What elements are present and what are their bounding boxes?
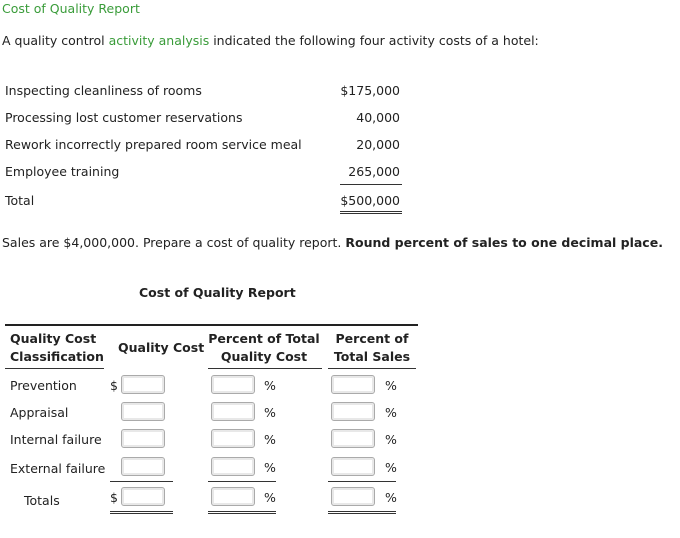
header-underline [5, 368, 104, 369]
total-double-line [340, 211, 402, 212]
header-classification-line1: Quality Cost [10, 331, 97, 346]
page-title: Cost of Quality Report [2, 1, 140, 16]
subtotal-underline [328, 481, 396, 482]
percent-sign: % [385, 405, 397, 420]
header-pct-quality-cost [208, 330, 320, 366]
percent-sign: % [385, 432, 397, 447]
percent-sign: % [264, 490, 276, 505]
totals-cost-input[interactable] [121, 487, 165, 506]
subtotal-line [340, 184, 402, 185]
header-quality-cost: Quality Cost [118, 340, 205, 355]
total-double-underline [328, 513, 396, 514]
appraisal-cost-input[interactable] [121, 402, 165, 421]
report-header-top-rule [5, 324, 418, 326]
totals-pct-quality-input[interactable] [211, 487, 255, 506]
appraisal-pct-quality-input[interactable] [211, 402, 255, 421]
header-pct-quality-line2: Quality Cost [220, 349, 308, 364]
percent-sign: % [264, 405, 276, 420]
header-classification-line2: Classification [10, 349, 104, 364]
activity-total-row [0, 186, 404, 213]
instructions [2, 235, 663, 250]
activity-label: Inspecting cleanliness of rooms [5, 83, 202, 98]
internal-failure-cost-input[interactable] [121, 429, 165, 448]
external-failure-pct-sales-input[interactable] [331, 457, 375, 476]
total-double-underline [110, 511, 173, 512]
instructions-text: Sales are $4,000,000. Prepare a cost of quality report. [2, 235, 346, 250]
activity-total-amount: $500,000 [340, 193, 400, 208]
total-double-underline [110, 513, 173, 514]
percent-sign: % [264, 378, 276, 393]
internal-failure-pct-sales-input[interactable] [331, 429, 375, 448]
percent-sign: % [385, 378, 397, 393]
activity-amount: $175,000 [340, 83, 400, 98]
header-underline [328, 368, 416, 369]
header-pct-sales-line2: Total Sales [333, 349, 411, 364]
header-classification [10, 330, 104, 366]
activity-row [0, 103, 404, 130]
internal-failure-pct-quality-input[interactable] [211, 429, 255, 448]
external-failure-cost-input[interactable] [121, 457, 165, 476]
totals-pct-sales-input[interactable] [331, 487, 375, 506]
report-title: Cost of Quality Report [139, 285, 296, 300]
intro-after: indicated the following four activity costs of a hotel: [209, 33, 539, 48]
instructions-bold: Round percent of sales to one decimal place. [345, 235, 663, 250]
dollar-sign: $ [110, 378, 118, 393]
subtotal-underline [110, 481, 173, 482]
prevention-cost-input[interactable] [121, 375, 165, 394]
percent-sign: % [264, 460, 276, 475]
header-pct-sales [328, 330, 416, 366]
dollar-sign: $ [110, 490, 118, 505]
activity-row [0, 157, 404, 184]
activity-label: Employee training [5, 164, 120, 179]
activity-amount: 265,000 [348, 164, 400, 179]
activity-row [0, 76, 404, 103]
appraisal-pct-sales-input[interactable] [331, 402, 375, 421]
subtotal-underline [208, 481, 276, 482]
row-label-appraisal: Appraisal [10, 405, 69, 420]
activity-analysis-link[interactable]: activity analysis [108, 33, 210, 48]
total-double-underline [208, 511, 276, 512]
intro-text [2, 33, 539, 48]
activity-amount: 40,000 [356, 110, 400, 125]
activity-total-label: Total [5, 193, 35, 208]
row-label-internal-failure: Internal failure [10, 432, 102, 447]
prevention-pct-sales-input[interactable] [331, 375, 375, 394]
header-underline [208, 368, 322, 369]
percent-sign: % [385, 490, 397, 505]
activity-row [0, 130, 404, 157]
total-double-underline [328, 511, 396, 512]
activity-label: Rework incorrectly prepared room service meal [5, 137, 302, 152]
intro-before: A quality control [2, 33, 109, 48]
total-double-line [340, 213, 402, 214]
header-pct-sales-line1: Percent of [335, 331, 409, 346]
row-label-external-failure: External failure [10, 461, 106, 476]
row-label-prevention: Prevention [10, 378, 77, 393]
external-failure-pct-quality-input[interactable] [211, 457, 255, 476]
total-double-underline [208, 513, 276, 514]
percent-sign: % [385, 460, 397, 475]
activity-amount: 20,000 [356, 137, 400, 152]
activity-label: Processing lost customer reservations [5, 110, 243, 125]
percent-sign: % [264, 432, 276, 447]
row-label-totals: Totals [24, 493, 60, 508]
prevention-pct-quality-input[interactable] [211, 375, 255, 394]
header-pct-quality-line1: Percent of Total [208, 331, 320, 346]
